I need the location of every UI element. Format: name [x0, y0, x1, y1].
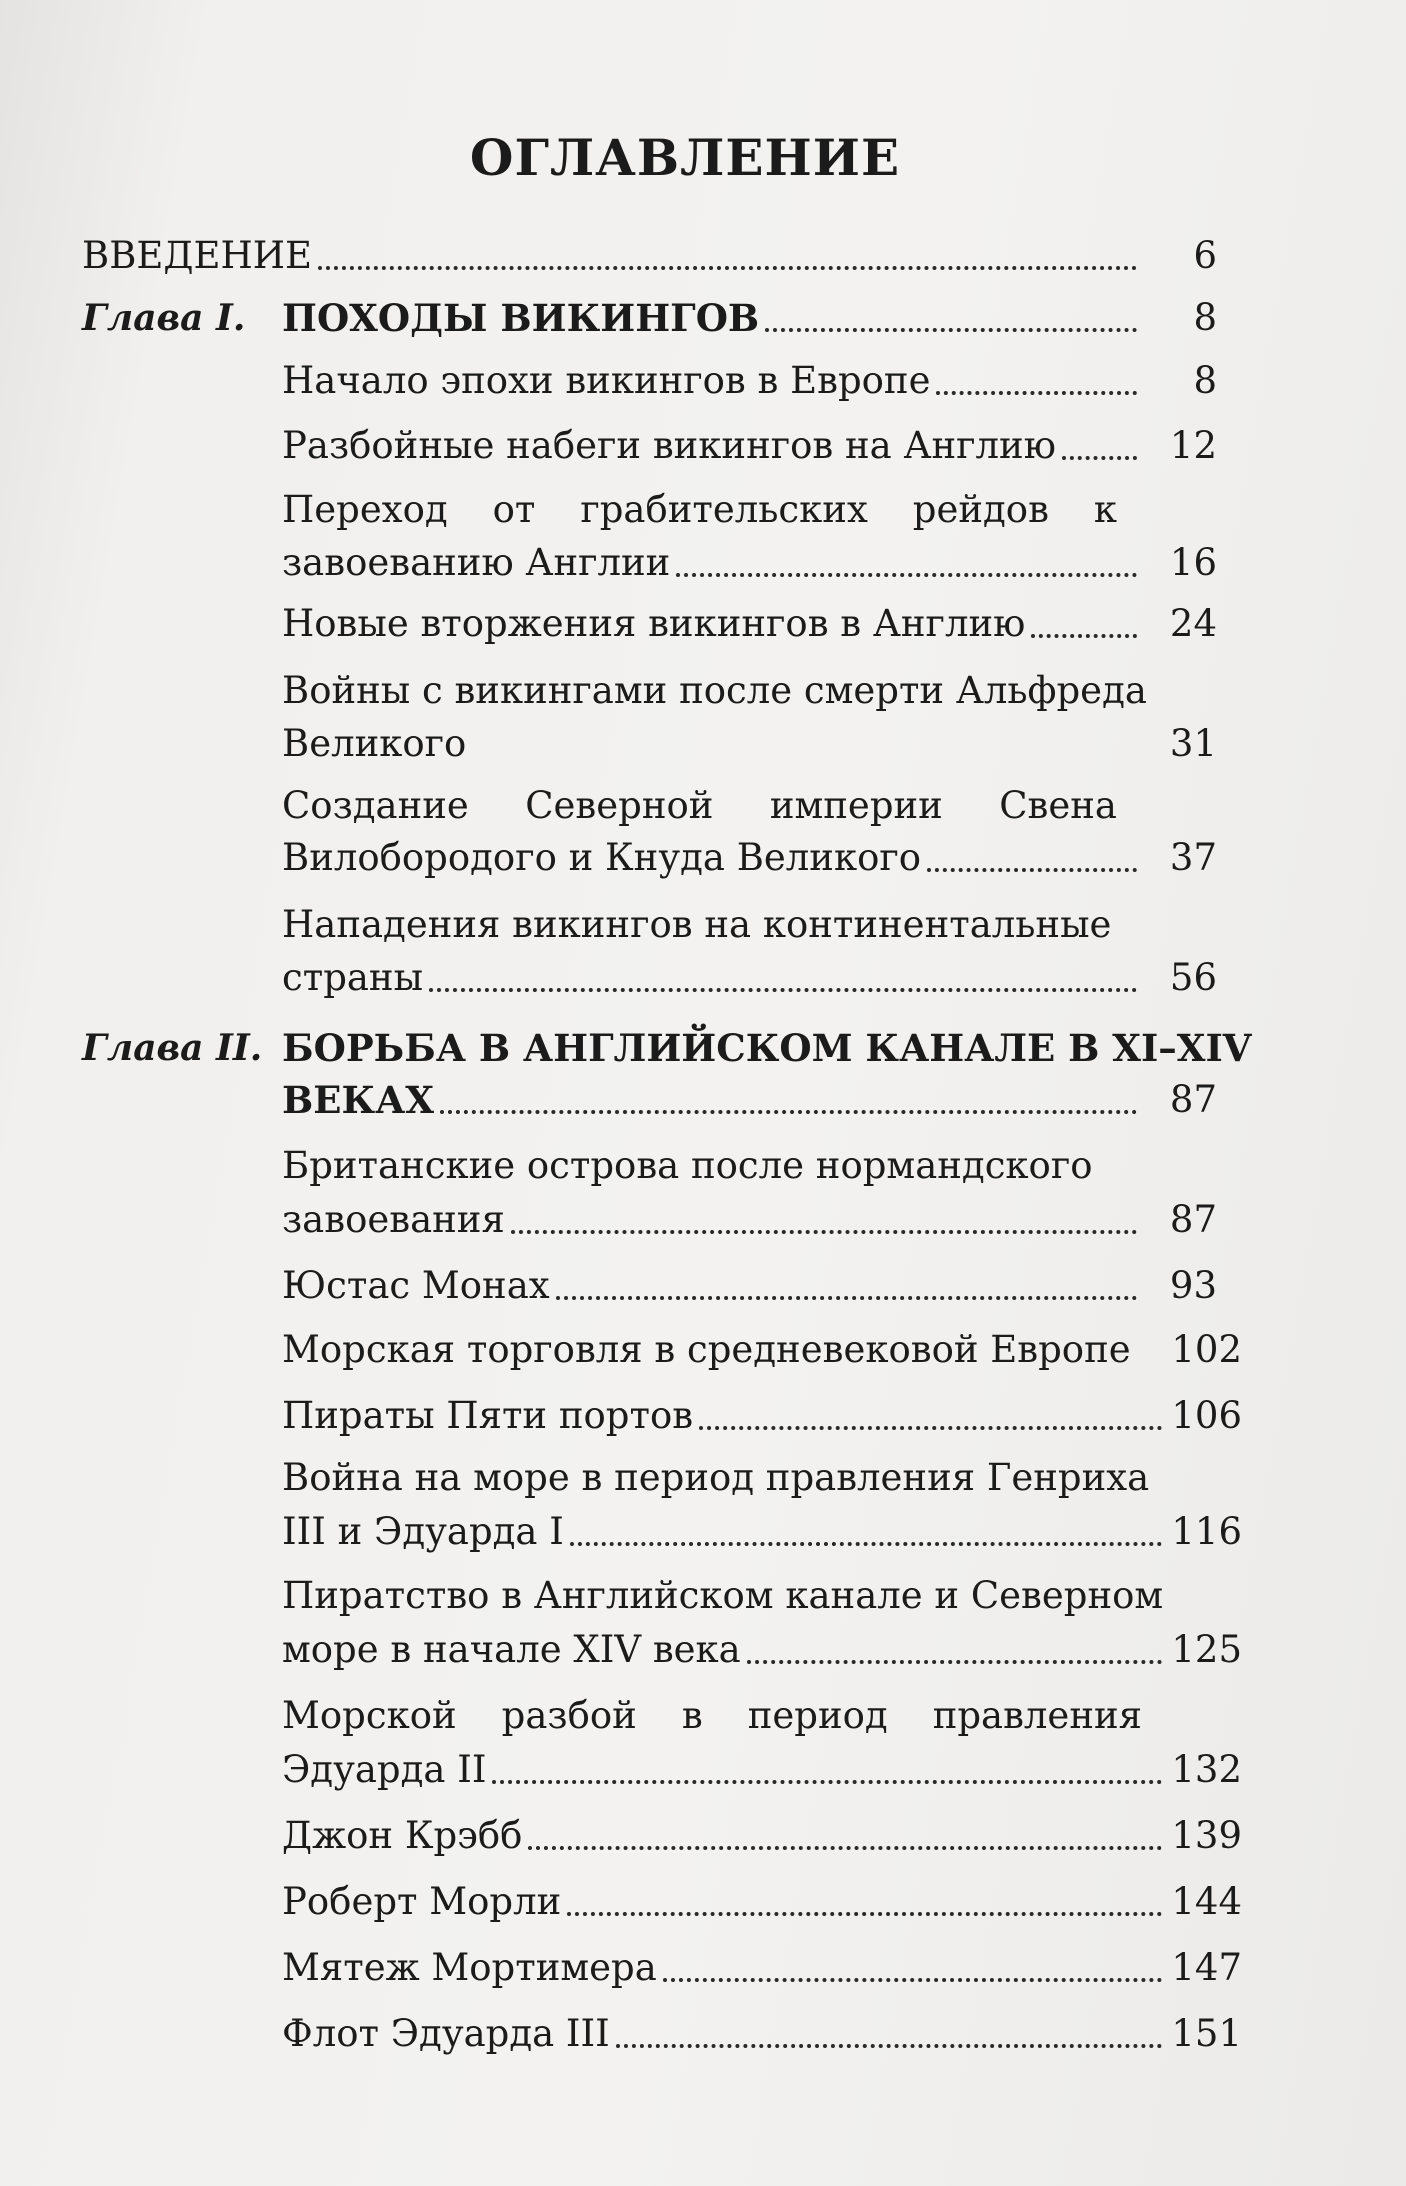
toc-label: ВВЕДЕНИЕ: [82, 234, 313, 277]
leader-dots: [570, 1542, 1162, 1546]
toc-page: 116: [1171, 1510, 1242, 1553]
toc-page: 6: [1193, 234, 1217, 277]
toc-label-line2: Вилобородого и Кнуда Великого: [282, 836, 922, 879]
toc-entry: [282, 353, 1217, 409]
toc-label-line1: Нападения викингов на континентальные: [282, 903, 1112, 946]
toc-page: 37: [1169, 836, 1217, 879]
toc-page: 125: [1171, 1628, 1242, 1671]
toc-entry: [282, 2006, 1242, 2062]
toc-label-line1: Пиратство в Английском канале и Северном: [282, 1574, 1164, 1617]
toc-entry: [282, 1192, 1217, 1248]
leader-dots: [747, 1660, 1162, 1664]
leader-dots: [676, 573, 1137, 577]
toc-label-line2: Эдуарда II: [282, 1748, 487, 1791]
toc-page: 147: [1171, 1946, 1242, 1989]
toc-label-line1: Британские острова после нормандского: [282, 1144, 1093, 1187]
toc-label-line2: страны: [282, 956, 424, 999]
toc-entry: [282, 1742, 1242, 1798]
toc-page: 151: [1171, 2012, 1242, 2055]
toc-label-line2: Великого: [282, 722, 467, 765]
toc-entry: [282, 1622, 1242, 1678]
toc-page: 139: [1171, 1814, 1242, 1857]
toc-page: 93: [1169, 1264, 1217, 1307]
toc-label-line2: завоеванию Англии: [282, 541, 671, 584]
toc-label-line2: III и Эдуарда I: [282, 1510, 564, 1553]
leader-dots: [1031, 634, 1137, 638]
toc-label: Джон Крэбб: [282, 1814, 523, 1857]
toc-label-line1: Войны с викингами после смерти Альфреда: [282, 669, 1147, 712]
toc-page: 24: [1169, 602, 1217, 645]
toc-label-line1: Война на море в период правления Генриха: [282, 1456, 1150, 1499]
chapter-2-heading: [282, 1072, 1217, 1128]
toc-page: 8: [1193, 296, 1217, 339]
leader-dots: [567, 1912, 1162, 1916]
toc-label: Разбойные набеги викингов на Англию: [282, 424, 1056, 467]
toc-label: Флот Эдуарда III: [282, 2012, 610, 2055]
leader-dots: [927, 868, 1137, 872]
toc-entry: [282, 1940, 1242, 1996]
leader-dots: [936, 391, 1137, 395]
toc-label: Начало эпохи викингов в Европе: [282, 359, 931, 402]
toc-page: 102: [1171, 1328, 1242, 1371]
toc-label-line2: море в начале XIV века: [282, 1628, 741, 1671]
leader-dots: [663, 1978, 1162, 1982]
toc-label-line1: Морской разбой в период правления: [282, 1694, 1142, 1737]
toc-page: 8: [1193, 359, 1217, 402]
toc-page: 144: [1171, 1880, 1242, 1923]
toc-page: 56: [1169, 956, 1217, 999]
chapter-2-title-line2: ВЕКАХ: [282, 1078, 434, 1122]
leader-dots: [429, 988, 1137, 992]
leader-dots: [440, 1110, 1137, 1114]
toc-page: 87: [1169, 1078, 1217, 1121]
toc-page: 12: [1169, 424, 1217, 467]
toc-label-line1: Переход от грабительских рейдов к: [282, 488, 1117, 531]
toc-entry: [282, 1874, 1242, 1930]
leader-dots: [528, 1846, 1162, 1850]
toc-entry: [282, 1388, 1242, 1444]
leader-dots: [556, 1296, 1137, 1300]
leader-dots: [492, 1780, 1162, 1784]
leader-dots: [699, 1426, 1162, 1430]
toc-entry: [282, 1322, 1242, 1378]
toc-entry: [282, 950, 1217, 1006]
toc-page: 106: [1171, 1394, 1242, 1437]
toc-page: 16: [1169, 541, 1217, 584]
page-title: ОГЛАВЛЕНИЕ: [469, 128, 901, 187]
toc-entry: [282, 418, 1217, 474]
toc-page: 132: [1171, 1748, 1242, 1791]
chapter-1-heading: [282, 290, 1217, 346]
toc-entry: [282, 830, 1217, 886]
toc-label-line1: Создание Северной империи Свена: [282, 784, 1117, 827]
leader-dots: [1062, 456, 1137, 460]
chapter-1-marker: Глава I.: [82, 297, 246, 339]
leader-dots: [765, 328, 1137, 332]
toc-entry: [282, 716, 1217, 772]
toc-label: Мятеж Мортимера: [282, 1946, 657, 1989]
chapter-2-marker: Глава II.: [82, 1027, 263, 1069]
toc-label: Пираты Пяти портов: [282, 1394, 694, 1437]
toc-entry: [282, 1808, 1242, 1864]
leader-dots: [616, 2044, 1162, 2048]
toc-page: 31: [1169, 722, 1217, 765]
toc-label: Новые вторжения викингов в Англию: [282, 602, 1026, 645]
toc-entry: [282, 1258, 1217, 1314]
toc-intro: [82, 228, 1217, 284]
toc-label-line2: завоевания: [282, 1198, 505, 1241]
toc-entry: [282, 596, 1217, 652]
toc-label: Морская торговля в средневековой Европе: [282, 1328, 1131, 1371]
toc-entry: [282, 535, 1217, 591]
leader-dots: [511, 1230, 1137, 1234]
toc-page: 87: [1169, 1198, 1217, 1241]
toc-label: Юстас Монах: [282, 1264, 550, 1307]
toc-label: Роберт Морли: [282, 1880, 562, 1923]
chapter-2-title-line1: БОРЬБА В АНГЛИЙСКОМ КАНАЛЕ В XI–XIV: [282, 1026, 1252, 1070]
leader-dots: [318, 266, 1137, 270]
toc-entry: [282, 1504, 1242, 1560]
chapter-1-title: ПОХОДЫ ВИКИНГОВ: [282, 296, 760, 340]
